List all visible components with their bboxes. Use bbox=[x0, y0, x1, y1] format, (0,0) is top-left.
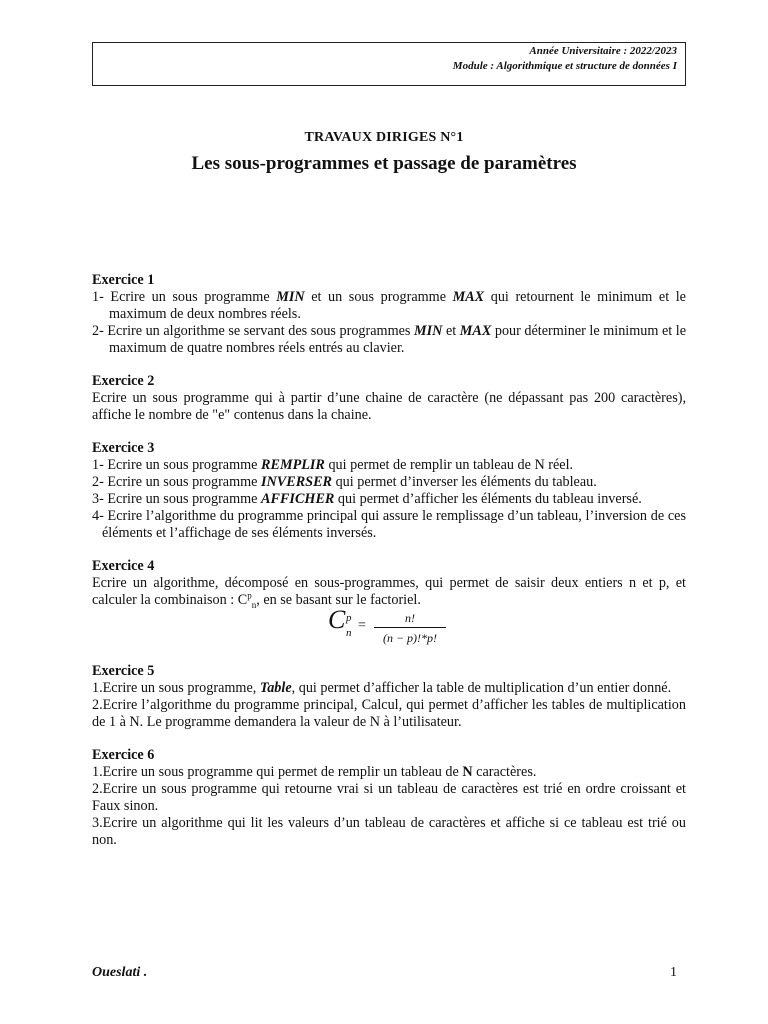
academic-year: Année Universitaire : 2022/2023 bbox=[529, 45, 677, 57]
formula-c: C bbox=[328, 605, 346, 634]
exercise-title: Exercice 5 bbox=[92, 663, 155, 679]
exercise-4 bbox=[92, 558, 686, 651]
exercise-item: 4- Ecrire l’algorithme du programme principal qui assure le remplissage d’un tableau, l’inversion de ces éléments et l’affichage de ses éléments inversés. bbox=[92, 508, 686, 541]
exercise-item: 2- Ecrire un algorithme se servant des sous programmes MIN et MAX pour déterminer le minimum et le maximum de quatre nombres réels entrés au clavier. bbox=[92, 323, 686, 356]
exercise-item: 2- Ecrire un sous programme INVERSER qui permet d’inverser les éléments du tableau. bbox=[92, 474, 597, 490]
exercise-3 bbox=[92, 440, 686, 542]
exercise-6 bbox=[92, 747, 686, 849]
page-number: 1 bbox=[670, 965, 677, 980]
exercise-text: Ecrire un algorithme, décomposé en sous-programmes, qui permet de saisir deux entiers n et p, et calculer la combinaison : $C^p_n$, en se basant sur le factoriel. bbox=[92, 575, 686, 610]
module-name: Module : Algorithmique et structure de données I bbox=[452, 60, 677, 72]
footer-author: Oueslati . bbox=[92, 965, 148, 980]
formula-numerator: n! bbox=[405, 611, 415, 625]
fraction-bar bbox=[374, 627, 446, 628]
exercises bbox=[92, 272, 686, 865]
exercise-1 bbox=[92, 272, 686, 357]
exercise-title: Exercice 1 bbox=[92, 272, 155, 288]
combination-formula bbox=[92, 605, 686, 651]
formula-denominator: (n − p)!*p! bbox=[382, 631, 438, 645]
page-title: TRAVAUX DIRIGES N°1 bbox=[304, 130, 464, 145]
exercise-item: 2.Ecrire un sous programme qui retourne vrai si un tableau de caractères est trié en ordre croissant et Faux sinon. bbox=[92, 781, 686, 814]
page-subtitle: Les sous-programmes et passage de paramètres bbox=[191, 153, 577, 174]
exercise-title: Exercice 4 bbox=[92, 558, 155, 574]
exercise-text: Ecrire un sous programme qui à partir d’une chaine de caractère (ne dépassant pas 200 caractères), affiche le nombre de "e" contenus dans la chaine. bbox=[92, 390, 686, 423]
exercise-2 bbox=[92, 373, 686, 424]
formula-p: p bbox=[346, 612, 352, 624]
exercise-5 bbox=[92, 663, 686, 731]
exercise-item: 1- Ecrire un sous programme REMPLIR qui permet de remplir un tableau de N réel. bbox=[92, 457, 574, 473]
exercise-item: 3- Ecrire un sous programme AFFICHER qui permet d’afficher les éléments du tableau inversé. bbox=[92, 491, 642, 507]
exercise-title: Exercice 6 bbox=[92, 747, 155, 763]
exercise-item: 1- Ecrire un sous programme MIN et un sous programme MAX qui retournent le minimum et le maximum de deux nombres réels. bbox=[92, 289, 686, 322]
exercise-item: 2.Ecrire l’algorithme du programme principal, Calcul, qui permet d’afficher les tables de multiplication de 1 à N. Le programme demandera la valeur de N à l’utilisateur. bbox=[92, 697, 686, 730]
formula-equals: = bbox=[358, 618, 366, 633]
exercise-title: Exercice 3 bbox=[92, 440, 155, 456]
formula-n: n bbox=[346, 627, 352, 639]
header-box bbox=[92, 42, 686, 86]
exercise-title: Exercice 2 bbox=[92, 373, 155, 389]
exercise-item: 3.Ecrire un algorithme qui lit les valeurs d’un tableau de caractères et affiche si ce tableau est trié ou non. bbox=[92, 815, 686, 848]
exercise-item: 1.Ecrire un sous programme qui permet de remplir un tableau de N caractères. bbox=[92, 764, 537, 780]
exercise-item: 1.Ecrire un sous programme, Table, qui permet d’afficher la table de multiplication d’un entier donné. bbox=[92, 680, 672, 696]
